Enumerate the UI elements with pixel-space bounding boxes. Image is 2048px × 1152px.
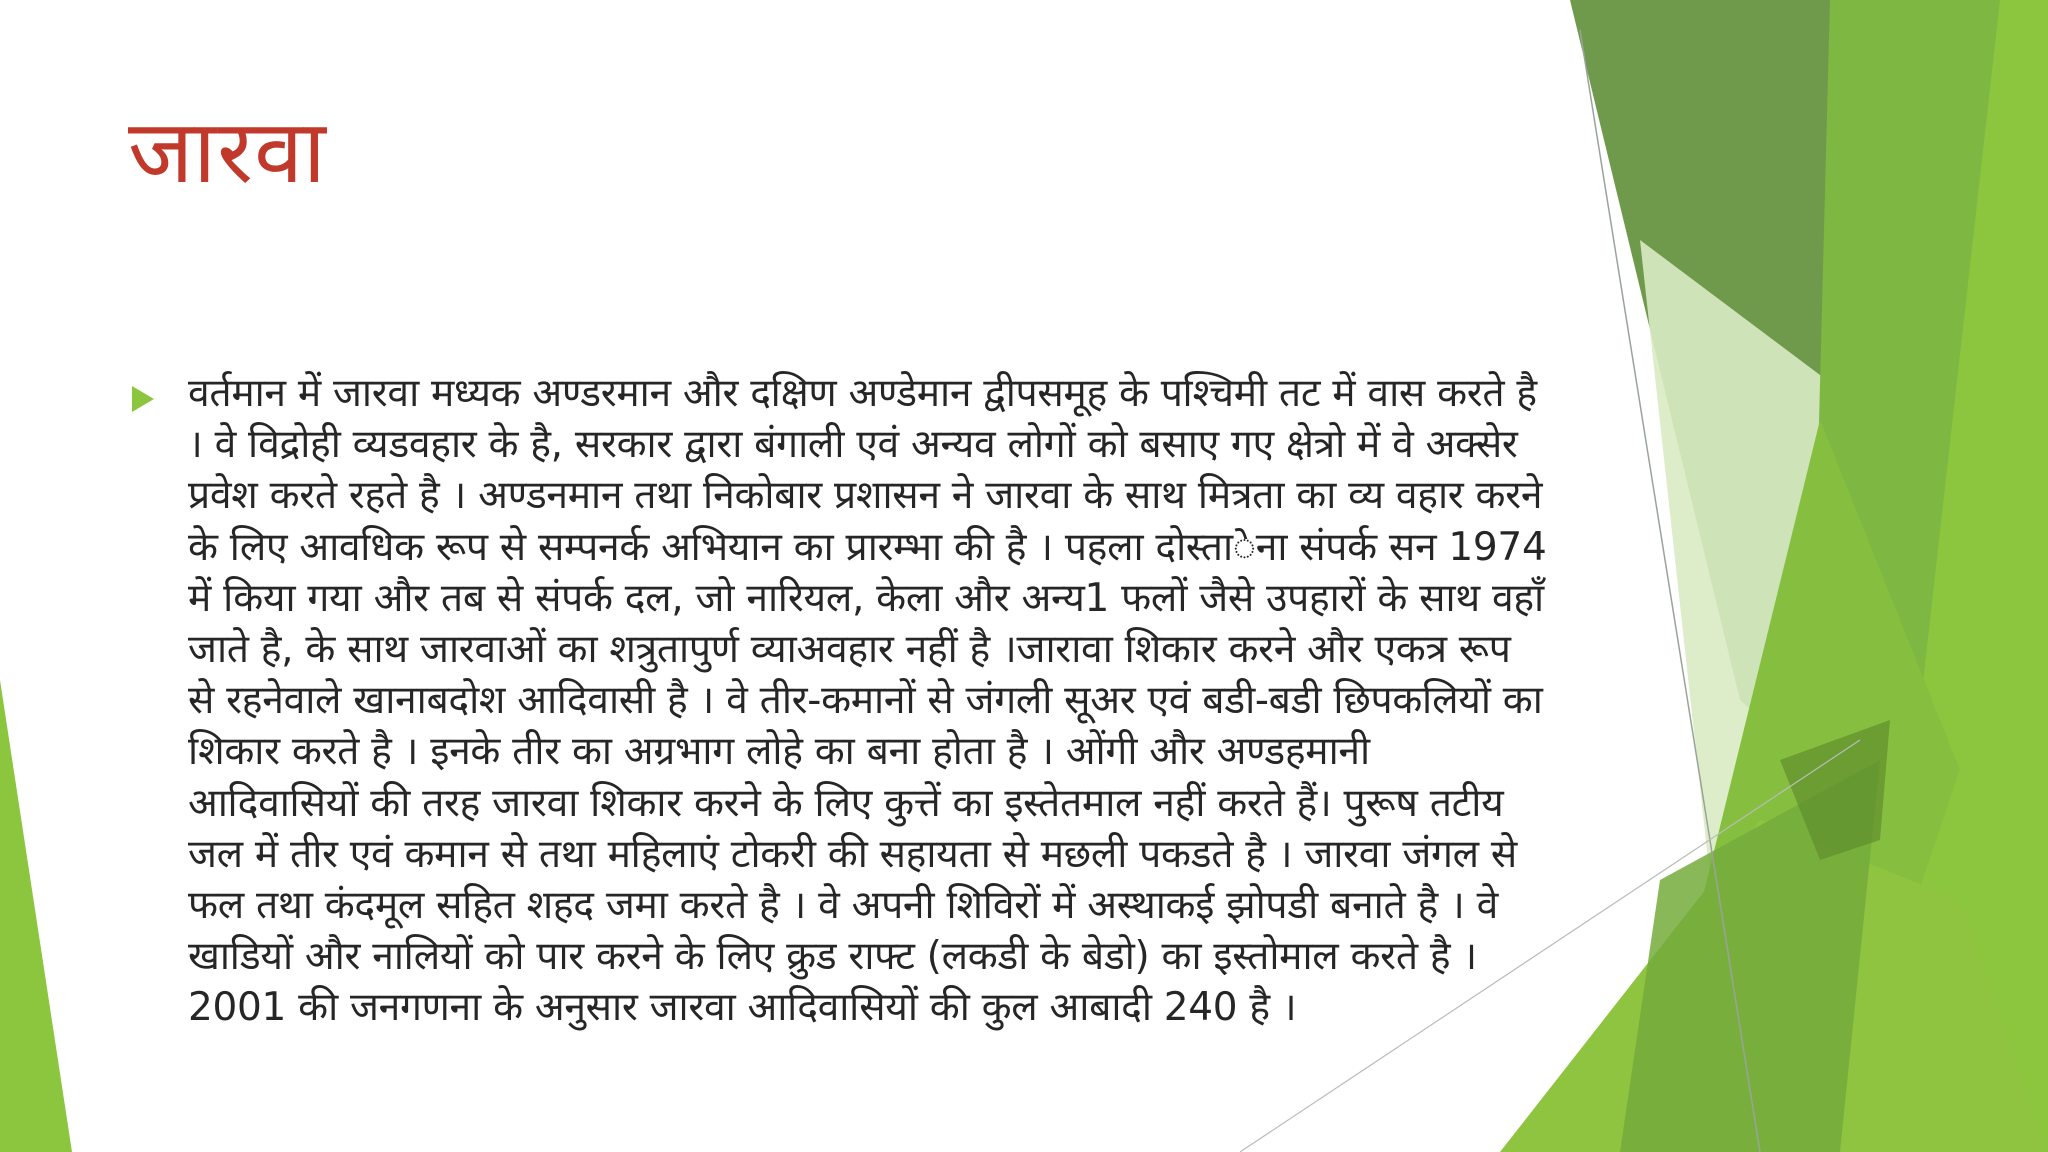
- facet-left-green: [0, 680, 72, 1152]
- bullet-arrow-icon: [132, 386, 154, 412]
- slide-title: जारवा: [128, 100, 327, 203]
- body-paragraph: वर्तमान में जारवा मध्यक अण्डरमान और दक्षिण अण्डेमान द्वीपसमूह के पश्चिमी तट में वास करते है । वे विद्रोही व्यडवहार के है, सरकार द्वारा बंगाली एवं अन्यव लोगों को बसाए गए क्षेत्रो में वे अक्सेर प्रवेश करते रहते है । अण्डनमान तथा निकोबार प्रशासन ने जारवा के साथ मित्रता का व्य वहार करने के लिए आवधिक रूप से सम्पनर्क अभियान का प्रारम्भा की है । पहला दोस्ता◌ेना संपर्क सन 1974 में किया गया और तब से संपर्क दल, जो नारियल, केला और अन्य1 फलों जैसे उपहारों के साथ वहाँ जाते है, के साथ जारवाओं का शत्रुतापुर्ण व्याअवहार नहीं है ।जारावा शिकार करने और एकत्र रूप से रहनेवाले खानाबदोश आदिवासी है । वे तीर-कमानों से जंगली सूअर एवं बडी-बडी छिपकलियों का शिकार करते है । इनके तीर का अग्रभाग लोहे का बना होता है । ओंगी और अण्डहमानी आदिवासियों की तरह जारवा शिकार करने के लिए कुत्तें का इस्तेतमाल नहीं करते हैं। पुरूष तटीय जल में तीर एवं कमान से तथा महिलाएं टोकरी की सहायता से मछली पकडते है । जारवा जंगल से फल तथा कंदमूल सहित शहद जमा करते है । वे अपनी शिविरों में अस्थाकई झोपडी बनाते है । वे खाडियों और नालियों को पार करने के लिए क्रुड राफ्ट (लकडी के बेडो) का इस्तोमाल करते है । 2001 की जनगणना के अनुसार जारवा आदिवासियों की कुल आबादी 240 है ।: [188, 371, 1547, 1031]
